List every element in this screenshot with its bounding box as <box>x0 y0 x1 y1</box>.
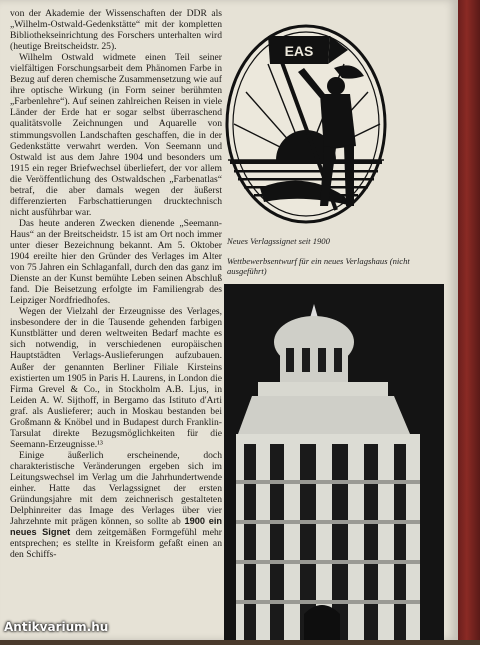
watermark: Antikvarium.hu <box>4 620 109 634</box>
publisher-logo-illustration <box>224 20 388 224</box>
paragraph-5-end: dem zeitgemäßen Formgefühl mehr entsprechen; es stellte in Kreisform gefaßt einen an den Schiffs- <box>10 527 222 561</box>
logo-monogram: E.L. <box>341 194 355 202</box>
paragraph-5-bold: 1900 ein neues Signet <box>10 516 222 538</box>
building-drawing <box>224 284 444 640</box>
caption-building-design: Wettbewerbsentwurf für ein neues Verlagshaus (nicht ausgeführt) <box>227 256 410 276</box>
paragraph-4: Wegen der Vielzahl der Erzeugnisse des Verlages, insbesondere der in die Tausende gehenden farbigen Kunstblätter und deren weltweiten Bedarf machte es sich notwendig, in verschiedenen europäischen Hauptstädten Verlags-Auslieferungen aufzubauen. Außer der genannten Berliner Filiale Kirsteins existierten um 1905 in Paris H. Laurens, in London die Firma Grevel & Co., in Stockholm A.B. Ljus, in Leiden A. W. Sijthoff, in Bergamo das Istituto d'Arti graf. als Auslieferer; auch in Moskau bestanden bei Großmann & Knöbel und in Budapest durch Franklin-Tarsulat direkte Bezugsmöglichkeiten für die Seemann-Erzeugnisse.¹³ <box>10 306 222 450</box>
caption-new-signet: Neues Verlagssignet seit 1900 <box>227 236 330 246</box>
paragraph-1: von der Akademie der Wissenschaften der DDR als „Wilhelm-Ostwald-Gedenkstätte“ mit der kompletten Bibliothekseinrichtung des Forschers unterhalten wird (heutige Breitscheidstr. 25). <box>10 8 222 53</box>
paragraph-2: Wilhelm Ostwald widmete einen Teil seiner vielfältigen Forschungsarbeit dem Phänomen Farbe in Bezug auf deren chemische Zusammensetzung wie auf ihre optische Wirkung (in Form seiner berühmten „Farbenlehre“). Auf seinen zahlreichen Reisen in viele Länder der Erde hat er sogar selbst überraschend qualitätsvolle Zeichnungen und Aquarelle von stimmungsvollen Landschaften geschaffen, die in der Gedenkstätte verwahrt werden. Von Seemann und Ostwald ist aus dem Jahre 1904 und besonders um 1915 ein reger Briefwechsel überliefert, der vor allem die Veröffentlichung des Ostwaldschen „Farbenatlas“ betraf, die aber damals wegen der äußerst differenzierten Farbschattierungen drucktechnisch nicht ausführbar war. <box>10 52 222 218</box>
book-edge <box>458 0 480 640</box>
logo-letters: EAS <box>284 43 314 59</box>
paragraph-5 <box>10 450 222 560</box>
text-column <box>10 8 222 620</box>
building-illustration <box>224 284 444 640</box>
paragraph-5-start: Einige äußerlich erscheinende, doch charakteristische Veränderungen ergeben sich im Leitungswechsel im Verlag um die Jahrhundertwende einher. Hatte das Verlagssignet der ersten Gründungsjahre mit dem zeichnerisch gestalteten Delphinreiter das Image des Verlages über vier Jahrzehnte mit prägen können, so sollte ab <box>10 449 222 528</box>
paragraph-3: Das heute anderen Zwecken dienende „Seemann-Haus“ an der Breitscheidstr. 15 ist am Ort noch immer unter dieser Bezeichnung bekannt. Am 5. Oktober 1904 ereilte hier den Gründer des Verlages im Alter von 75 Jahren ein Schlaganfall, durch den das ganz im Dienste an der Kunst bemühte Leben seinen Abschluß fand. Die Beisetzung erfolgte im Familiengrab des Leipziger Nordfriedhofes. <box>10 217 222 307</box>
